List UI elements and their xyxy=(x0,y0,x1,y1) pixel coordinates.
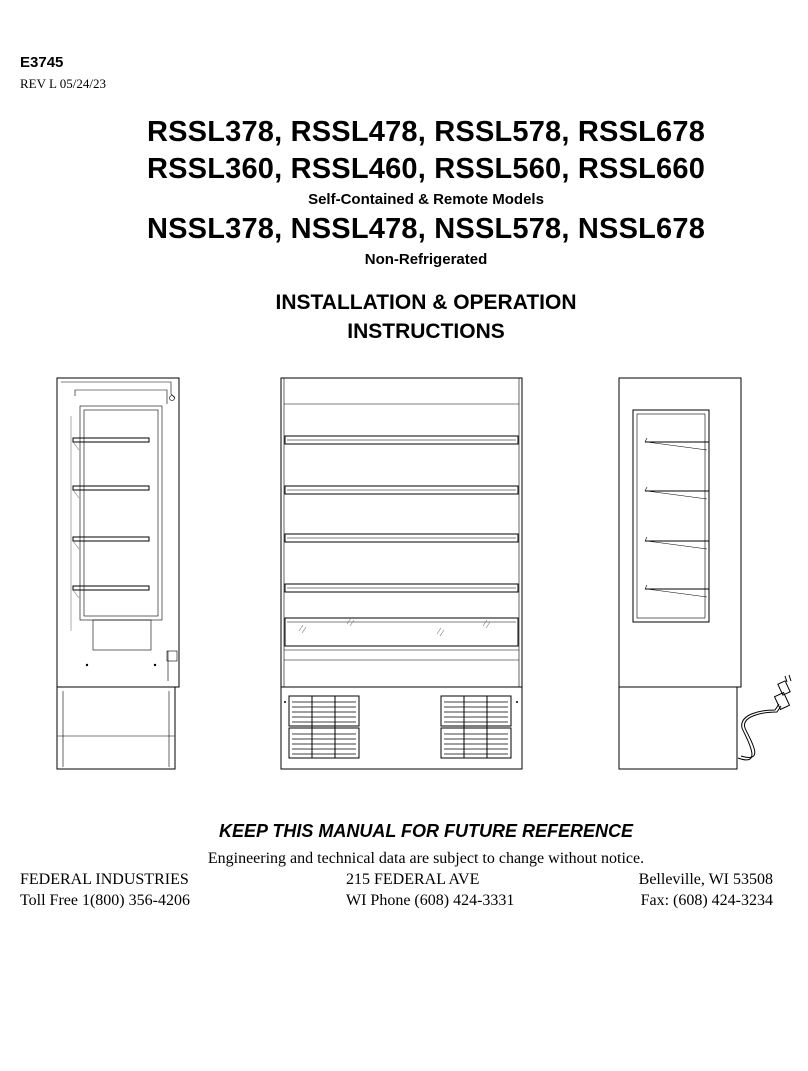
end-view-drawing xyxy=(617,376,797,771)
document-title-line1: INSTALLATION & OPERATION xyxy=(275,291,577,314)
model-list-nssl: NSSL378, NSSL478, NSSL578, NSSL678 xyxy=(146,213,706,245)
end-shelf xyxy=(645,438,709,597)
toll-free-phone: Toll Free 1(800) 356-4206 xyxy=(20,892,190,909)
model-list-rssl-60: RSSL360, RSSL460, RSSL560, RSSL660 xyxy=(146,153,706,185)
power-cord xyxy=(738,675,791,760)
keep-manual-notice: KEEP THIS MANUAL FOR FUTURE REFERENCE xyxy=(218,821,634,841)
front-view-drawing xyxy=(279,376,526,771)
document-title-line2: INSTRUCTIONS xyxy=(347,320,505,343)
document-number: E3745 xyxy=(20,54,64,71)
wi-phone: WI Phone (608) 424-3331 xyxy=(346,892,515,909)
revision-date: REV L 05/24/23 xyxy=(20,76,106,91)
front-vent-grille xyxy=(289,696,511,758)
front-shelf xyxy=(285,436,518,592)
company-name: FEDERAL INDUSTRIES xyxy=(20,871,189,888)
side-view-drawing xyxy=(55,376,185,771)
model-list-rssl-78: RSSL378, RSSL478, RSSL578, RSSL678 xyxy=(146,116,706,148)
street-address: 215 FEDERAL AVE xyxy=(346,871,480,888)
engineering-notice: Engineering and technical data are subject to change without notice. xyxy=(207,850,645,867)
subtitle-non-refrigerated: Non-Refrigerated xyxy=(364,251,488,268)
city-state-zip: Belleville, WI 53508 xyxy=(638,871,773,888)
subtitle-self-contained: Self-Contained & Remote Models xyxy=(308,191,544,208)
fax-number: Fax: (608) 424-3234 xyxy=(640,892,773,909)
side-shelf xyxy=(73,438,149,598)
